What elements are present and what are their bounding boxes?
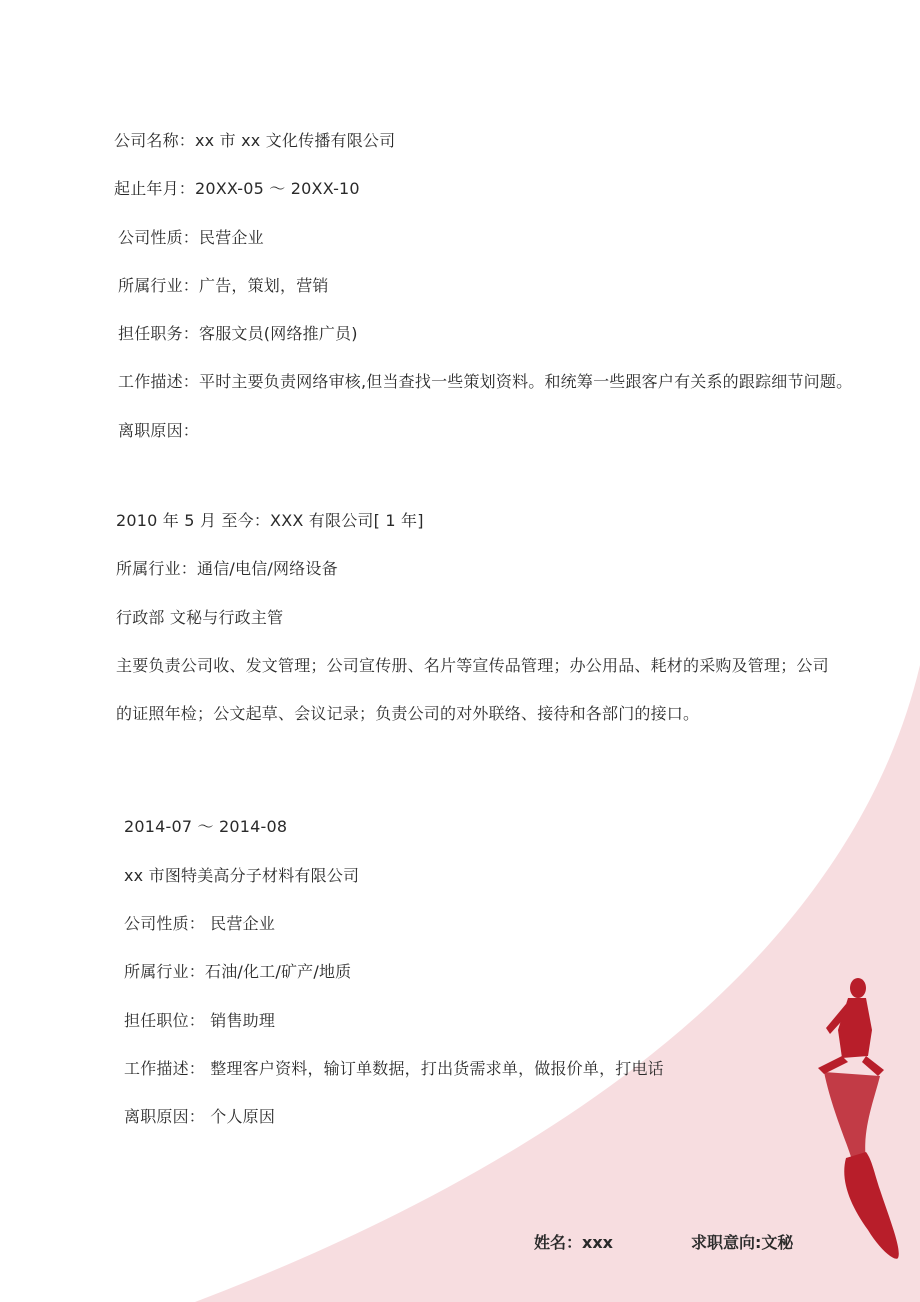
duties-line: 的证照年检；公文起草、会议记录；负责公司的对外联络、接待和各部门的接口。 (116, 704, 700, 723)
job-description: 工作描述：平时主要负责网络审核,但当查找一些策划资料。和统筹一些跟客户有关系的跟踪细节问题。 (118, 372, 853, 391)
industry: 所属行业：石油/化工/矿产/地质 (124, 962, 352, 981)
job-position: 担任职务：客服文员(网络推广员) (118, 324, 358, 343)
company-name: 公司名称：xx 市 xx 文化传播有限公司 (114, 131, 396, 150)
leave-reason: 离职原因： 个人原因 (124, 1107, 276, 1126)
footer-objective: 求职意向:文秘 (691, 1233, 794, 1252)
duties-line: 主要负责公司收、发文管理；公司宣传册、名片等宣传品管理；办公用品、耗材的采购及管理；公司 (116, 656, 829, 675)
job-position: 担任职位： 销售助理 (124, 1011, 276, 1030)
company-nature: 公司性质：民营企业 (118, 228, 264, 247)
leave-reason: 离职原因： (118, 421, 200, 440)
company-nature: 公司性质： 民营企业 (124, 914, 276, 933)
work-period: 起止年月：20XX-05 ～ 20XX-10 (114, 179, 360, 198)
experience-header: 2010 年 5 月 至今：XXX 有限公司[ 1 年] (116, 511, 424, 530)
job-description: 工作描述： 整理客户资料，输订单数据，打出货需求单，做报价单，打电话 (124, 1059, 664, 1078)
industry: 所属行业：通信/电信/网络设备 (116, 559, 338, 578)
work-period: 2014-07 ～ 2014-08 (124, 817, 288, 836)
footer-name: 姓名：xxx (534, 1233, 613, 1252)
industry: 所属行业：广告，策划，营销 (118, 276, 329, 295)
department-title: 行政部 文秘与行政主管 (116, 608, 284, 627)
company-name: xx 市图特美高分子材料有限公司 (124, 866, 360, 885)
pink-arc-shape (195, 665, 920, 1302)
